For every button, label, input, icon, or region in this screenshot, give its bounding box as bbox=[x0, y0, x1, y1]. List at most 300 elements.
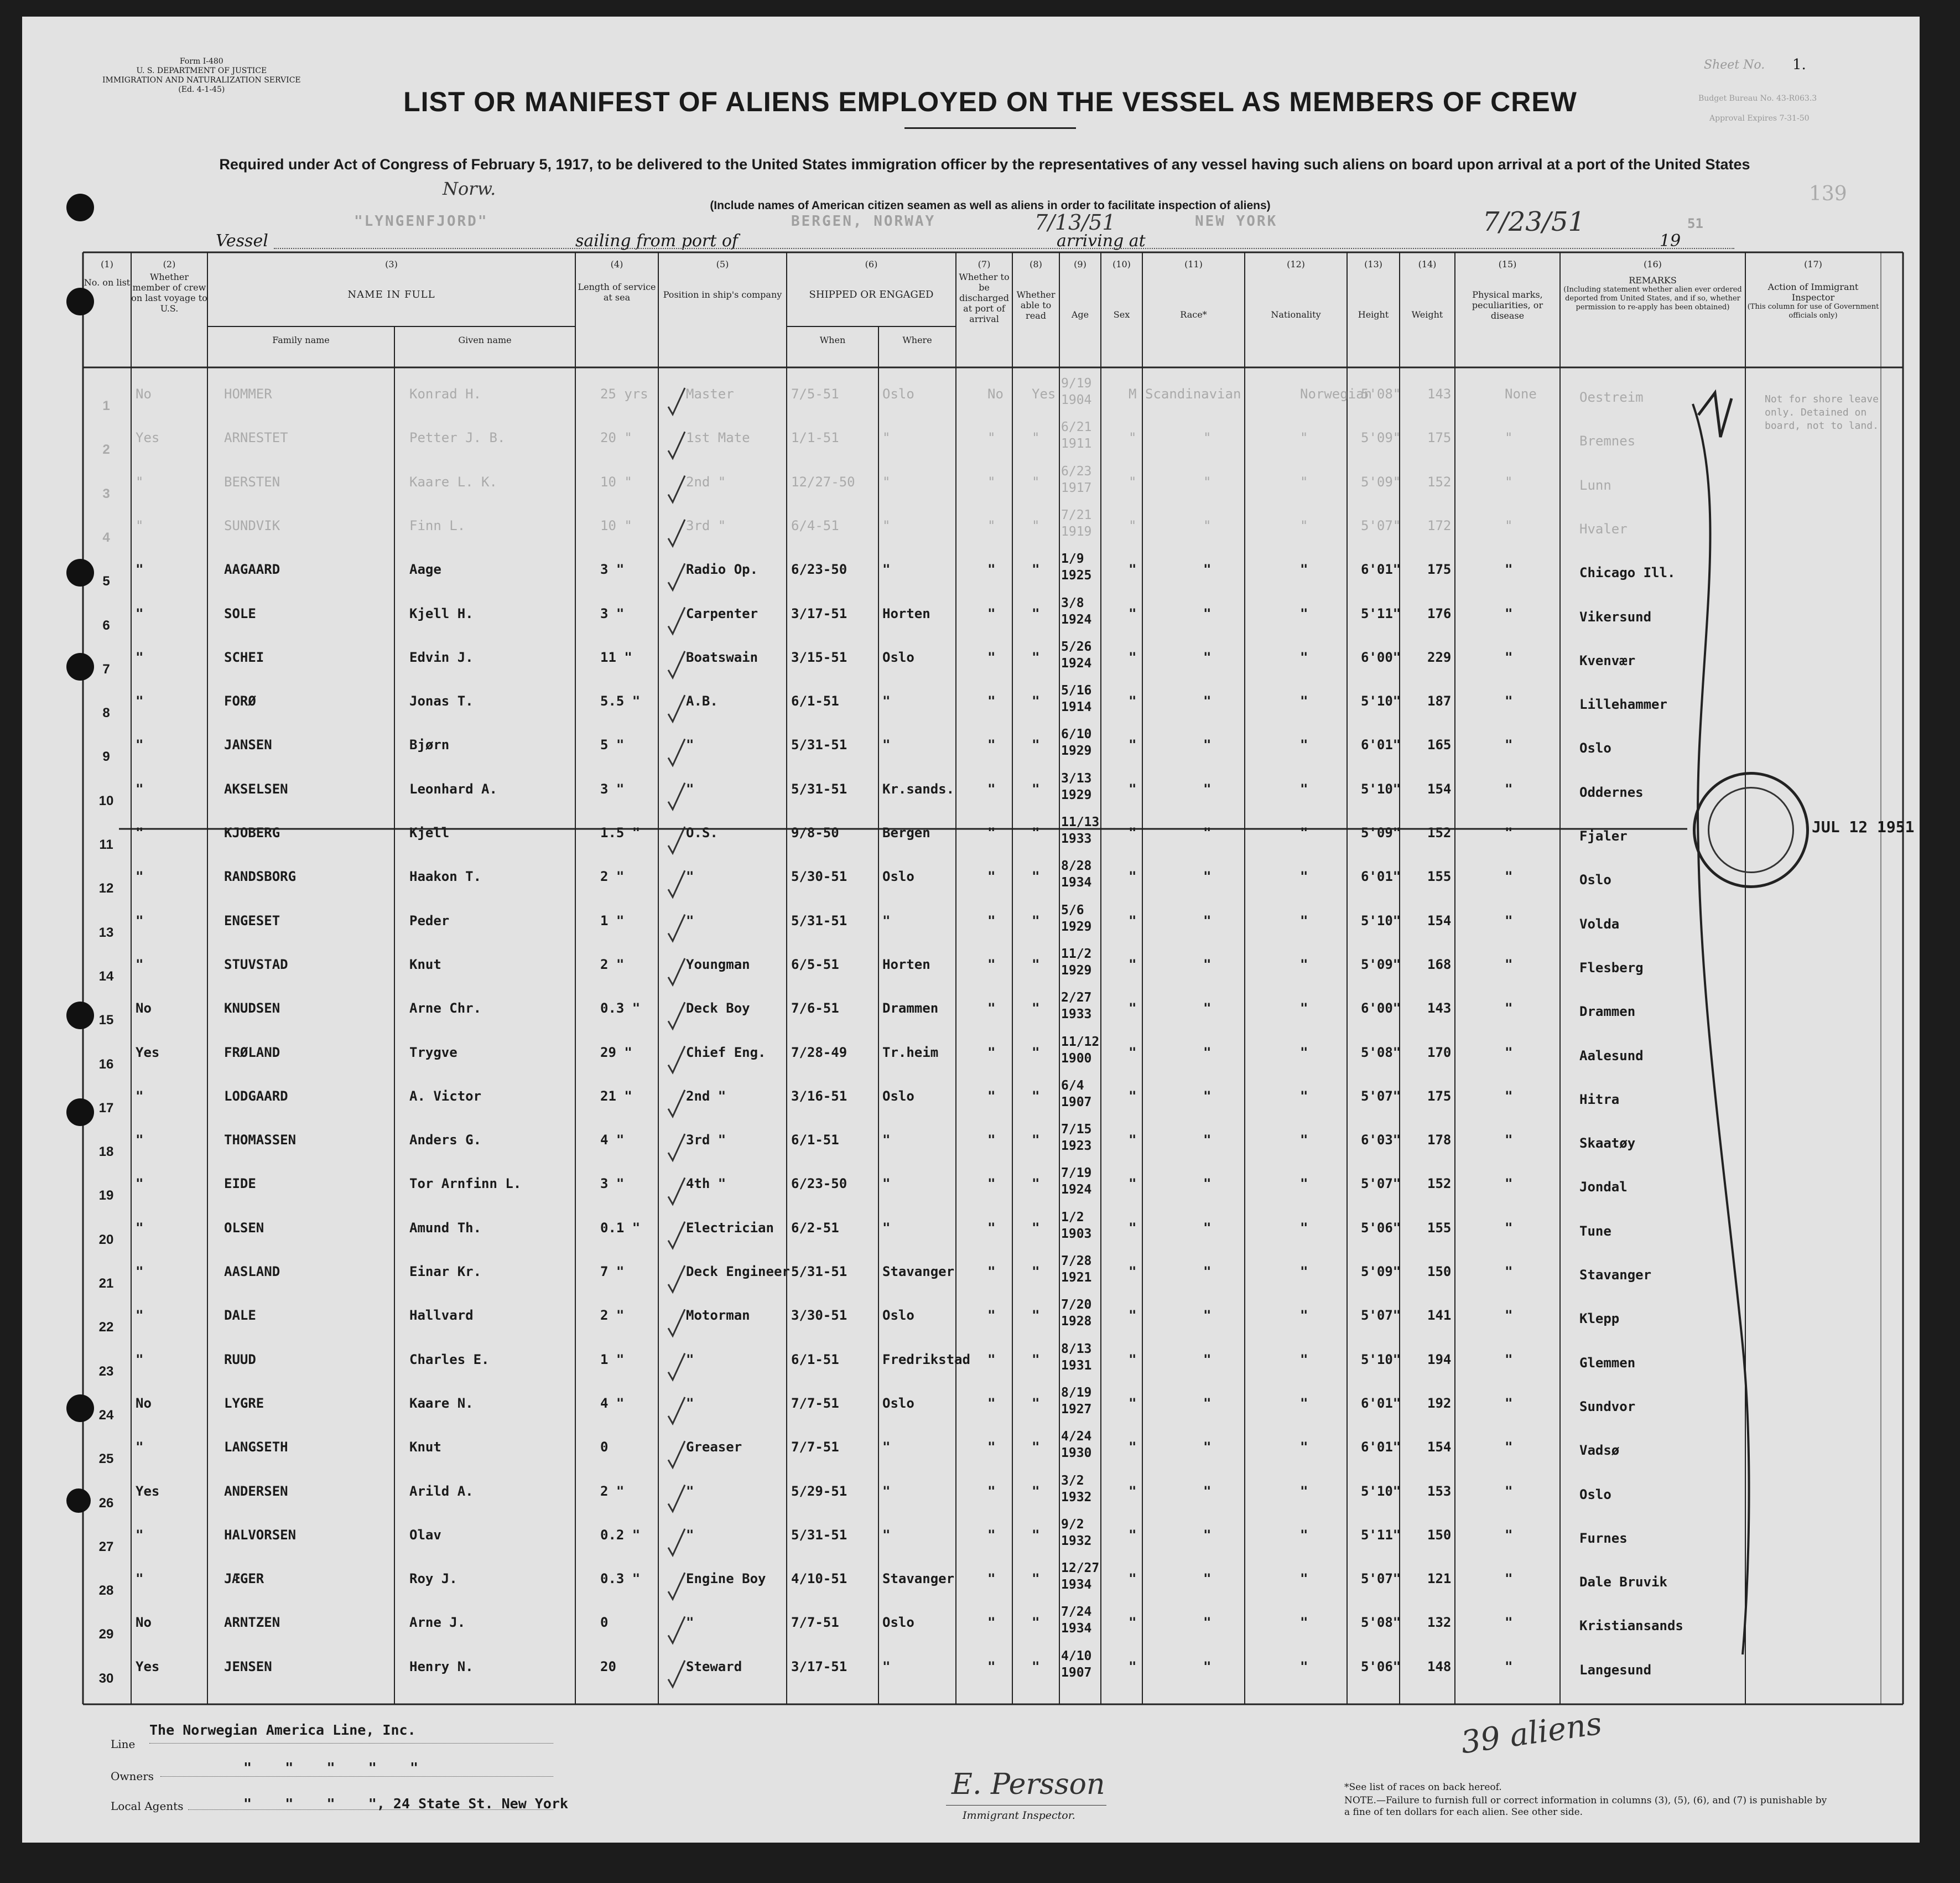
family-name: LANGSETH bbox=[224, 1439, 288, 1455]
member-last-voyage: " bbox=[136, 1439, 144, 1455]
date-of-birth: 1/2 1903 bbox=[1061, 1210, 1092, 1241]
able-to-read: " bbox=[1032, 1264, 1040, 1279]
family-name: AAGAARD bbox=[224, 562, 280, 578]
shipped-when: 1/1-51 bbox=[791, 430, 839, 446]
check-mark bbox=[668, 1046, 685, 1073]
race: " bbox=[1203, 517, 1212, 533]
row-number: 7 bbox=[102, 661, 110, 677]
nationality: " bbox=[1300, 825, 1308, 841]
form-department: U. S. DEPARTMENT OF JUSTICE bbox=[136, 66, 267, 75]
member-last-voyage: " bbox=[136, 474, 144, 490]
col-3-given-name: Given name bbox=[458, 335, 512, 345]
remarks: Skaatøy bbox=[1579, 1135, 1636, 1151]
check-mark bbox=[668, 870, 685, 897]
length-of-service: 2 " bbox=[600, 869, 625, 885]
position-in-company: 3rd " bbox=[686, 517, 726, 533]
given-name: Edvin J. bbox=[409, 649, 474, 665]
physical-marks: " bbox=[1505, 912, 1513, 928]
form-service: IMMIGRATION AND NATURALIZATION SERVICE bbox=[102, 76, 301, 85]
height: 5'07" bbox=[1361, 1088, 1401, 1104]
able-to-read: " bbox=[1032, 1220, 1040, 1236]
date-of-birth: 6/4 1907 bbox=[1061, 1078, 1092, 1109]
position-in-company: Carpenter bbox=[686, 605, 758, 621]
height: 5'08" bbox=[1361, 1044, 1401, 1060]
length-of-service: 10 " bbox=[600, 517, 632, 533]
physical-marks: " bbox=[1505, 1658, 1513, 1674]
physical-marks: " bbox=[1505, 956, 1513, 972]
row-number: 1 bbox=[102, 398, 110, 413]
to-be-discharged: " bbox=[987, 1439, 996, 1455]
able-to-read: " bbox=[1032, 562, 1040, 578]
family-name: RUUD bbox=[224, 1351, 256, 1367]
position-in-company: " bbox=[686, 869, 694, 885]
sex: " bbox=[1129, 1044, 1137, 1060]
inspector-note: Not for shore leave only. Detained on board, not to land. bbox=[1765, 393, 1879, 432]
shipped-when: 9/8-50 bbox=[791, 825, 839, 841]
punch-hole bbox=[66, 288, 94, 315]
length-of-service: 21 " bbox=[600, 1088, 632, 1104]
check-mark bbox=[668, 1177, 685, 1204]
weight: 143 bbox=[1427, 386, 1452, 402]
height: 5'11" bbox=[1361, 1527, 1401, 1543]
sex: " bbox=[1129, 605, 1137, 621]
length-of-service: 0 bbox=[600, 1439, 609, 1455]
col-9-label: Age bbox=[1071, 309, 1089, 320]
stamp-number: 139 bbox=[1809, 183, 1847, 205]
position-in-company: A.B. bbox=[686, 693, 718, 709]
member-last-voyage: " bbox=[136, 562, 144, 578]
check-mark bbox=[668, 563, 685, 590]
given-name: Amund Th. bbox=[409, 1220, 482, 1236]
shipped-when: 7/6-51 bbox=[791, 1000, 839, 1016]
shipped-where: " bbox=[882, 517, 891, 533]
race: " bbox=[1203, 562, 1212, 578]
position-in-company: Radio Op. bbox=[686, 562, 758, 578]
member-last-voyage: Yes bbox=[136, 1483, 160, 1499]
handwriting-overlay bbox=[22, 17, 1920, 1843]
to-be-discharged: " bbox=[987, 1044, 996, 1060]
weight: 121 bbox=[1427, 1571, 1452, 1587]
position-in-company: 2nd " bbox=[686, 474, 726, 490]
col-15-label: Physical marks, peculiarities, or disease bbox=[1472, 289, 1543, 321]
position-in-company: " bbox=[686, 1615, 694, 1631]
height: 6'01" bbox=[1361, 737, 1401, 753]
sailing-port: BERGEN, NORWAY bbox=[791, 213, 936, 230]
sex: " bbox=[1129, 430, 1137, 446]
row-number: 12 bbox=[98, 881, 114, 896]
family-name: SOLE bbox=[224, 605, 256, 621]
remarks: Glemmen bbox=[1579, 1355, 1636, 1371]
punch-hole bbox=[66, 1098, 94, 1126]
shipped-where: Drammen bbox=[882, 1000, 939, 1016]
nationality: " bbox=[1300, 1132, 1308, 1148]
shipped-where: Tr.heim bbox=[882, 1044, 939, 1060]
to-be-discharged: " bbox=[987, 1615, 996, 1631]
given-name: Henry N. bbox=[409, 1658, 474, 1674]
member-last-voyage: " bbox=[136, 1132, 144, 1148]
shipped-when: 5/31-51 bbox=[791, 1527, 848, 1543]
height: 5'07" bbox=[1361, 1308, 1401, 1324]
date-of-birth: 8/28 1934 bbox=[1061, 859, 1092, 890]
given-name: Einar Kr. bbox=[409, 1264, 482, 1279]
sex: " bbox=[1129, 912, 1137, 928]
physical-marks: " bbox=[1505, 869, 1513, 885]
member-last-voyage: No bbox=[136, 386, 152, 402]
race: " bbox=[1203, 1132, 1212, 1148]
date-of-birth: 5/26 1924 bbox=[1061, 639, 1092, 671]
sex: " bbox=[1129, 693, 1137, 709]
row-number: 20 bbox=[98, 1232, 114, 1247]
nationality: " bbox=[1300, 1527, 1308, 1543]
check-mark bbox=[668, 783, 685, 810]
able-to-read: " bbox=[1032, 517, 1040, 533]
height: 6'01" bbox=[1361, 562, 1401, 578]
able-to-read: Yes bbox=[1032, 386, 1056, 402]
member-last-voyage: " bbox=[136, 1351, 144, 1367]
sex: " bbox=[1129, 1308, 1137, 1324]
check-mark bbox=[668, 1529, 685, 1555]
check-mark bbox=[668, 1441, 685, 1467]
date-of-birth: 3/13 1929 bbox=[1061, 771, 1092, 802]
sex: " bbox=[1129, 1615, 1137, 1631]
height: 5'06" bbox=[1361, 1220, 1401, 1236]
physical-marks: " bbox=[1505, 517, 1513, 533]
remarks: Chicago Ill. bbox=[1579, 565, 1676, 581]
length-of-service: 1 " bbox=[600, 1351, 625, 1367]
sheet-number: 1. bbox=[1792, 56, 1806, 73]
physical-marks: " bbox=[1505, 1308, 1513, 1324]
vessel-name: "LYNGENFJORD" bbox=[354, 213, 488, 230]
shipped-when: 6/2-51 bbox=[791, 1220, 839, 1236]
remarks: Volda bbox=[1579, 916, 1620, 932]
row-number: 4 bbox=[102, 530, 110, 545]
nationality: " bbox=[1300, 1308, 1308, 1324]
check-mark bbox=[668, 915, 685, 941]
family-name: ANDERSEN bbox=[224, 1483, 288, 1499]
height: 6'01" bbox=[1361, 869, 1401, 885]
sex: " bbox=[1129, 825, 1137, 841]
race: " bbox=[1203, 1395, 1212, 1411]
date-of-birth: 11/2 1929 bbox=[1061, 946, 1092, 978]
able-to-read: " bbox=[1032, 737, 1040, 753]
to-be-discharged: " bbox=[987, 1395, 996, 1411]
check-mark bbox=[668, 1002, 685, 1029]
member-last-voyage: " bbox=[136, 737, 144, 753]
row-number: 8 bbox=[102, 706, 110, 721]
to-be-discharged: " bbox=[987, 956, 996, 972]
height: 5'09" bbox=[1361, 1264, 1401, 1279]
weight: 165 bbox=[1427, 737, 1452, 753]
family-name: AASLAND bbox=[224, 1264, 280, 1279]
race: " bbox=[1203, 1658, 1212, 1674]
physical-marks: " bbox=[1505, 1088, 1513, 1104]
row-number: 6 bbox=[102, 618, 110, 633]
date-of-birth: 4/24 1930 bbox=[1061, 1429, 1092, 1461]
weight: 148 bbox=[1427, 1658, 1452, 1674]
length-of-service: 0.3 " bbox=[600, 1571, 641, 1587]
weight: 143 bbox=[1427, 1000, 1452, 1016]
race: " bbox=[1203, 1220, 1212, 1236]
weight: 187 bbox=[1427, 693, 1452, 709]
family-name: JENSEN bbox=[224, 1658, 272, 1674]
able-to-read: " bbox=[1032, 869, 1040, 885]
to-be-discharged: " bbox=[987, 693, 996, 709]
col-17-note: (This column for use of Government officials only) bbox=[1747, 303, 1879, 320]
position-in-company: Deck Boy bbox=[686, 1000, 750, 1016]
position-in-company: Chief Eng. bbox=[686, 1044, 766, 1060]
given-name: Trygve bbox=[409, 1044, 457, 1060]
member-last-voyage: Yes bbox=[136, 1044, 160, 1060]
length-of-service: 0.3 " bbox=[600, 1000, 641, 1016]
arriving-port: NEW YORK bbox=[1195, 213, 1278, 230]
remarks: Oddernes bbox=[1579, 784, 1644, 800]
check-mark bbox=[668, 1397, 685, 1424]
weight: 150 bbox=[1427, 1527, 1452, 1543]
remarks: Stavanger bbox=[1579, 1267, 1652, 1283]
member-last-voyage: " bbox=[136, 693, 144, 709]
race: " bbox=[1203, 1483, 1212, 1499]
family-name: ARNTZEN bbox=[224, 1615, 280, 1631]
position-in-company: O.S. bbox=[686, 825, 718, 841]
punch-hole bbox=[66, 653, 94, 681]
shipped-where: Oslo bbox=[882, 1088, 914, 1104]
given-name: Kjell H. bbox=[409, 605, 474, 621]
nationality: " bbox=[1300, 430, 1308, 446]
length-of-service: 20 bbox=[600, 1658, 616, 1674]
remarks: Lillehammer bbox=[1579, 697, 1667, 713]
remarks: Kvenvær bbox=[1579, 652, 1636, 668]
height: 5'09" bbox=[1361, 825, 1401, 841]
to-be-discharged: " bbox=[987, 1176, 996, 1192]
member-last-voyage: " bbox=[136, 1571, 144, 1587]
date-of-birth: 2/27 1933 bbox=[1061, 990, 1092, 1022]
shipped-where: Oslo bbox=[882, 1395, 914, 1411]
able-to-read: " bbox=[1032, 1000, 1040, 1016]
row-number: 25 bbox=[98, 1451, 114, 1467]
remarks: Fjaler bbox=[1579, 828, 1628, 844]
remarks: Klepp bbox=[1579, 1311, 1620, 1327]
date-of-birth: 5/16 1914 bbox=[1061, 683, 1092, 715]
col-13-num: (13) bbox=[1364, 259, 1382, 269]
given-name: Arild A. bbox=[409, 1483, 474, 1499]
height: 6'00" bbox=[1361, 649, 1401, 665]
remarks: Sundvor bbox=[1579, 1398, 1636, 1414]
position-in-company: " bbox=[686, 781, 694, 797]
able-to-read: " bbox=[1032, 1483, 1040, 1499]
shipped-when: 5/31-51 bbox=[791, 912, 848, 928]
arriving-label: arriving at bbox=[1057, 231, 1146, 251]
weight: 155 bbox=[1427, 1220, 1452, 1236]
length-of-service: 2 " bbox=[600, 1483, 625, 1499]
race: " bbox=[1203, 1088, 1212, 1104]
nationality: " bbox=[1300, 869, 1308, 885]
able-to-read: " bbox=[1032, 1088, 1040, 1104]
row-number: 10 bbox=[98, 793, 114, 808]
agents-underline bbox=[188, 1809, 553, 1810]
race: " bbox=[1203, 474, 1212, 490]
page-subnote: (Include names of American citizen seamen as well as aliens in order to facilitate inspection of aliens) bbox=[710, 199, 1271, 212]
owners-value: " " " " " bbox=[243, 1760, 419, 1776]
col-15-num: (15) bbox=[1498, 259, 1517, 269]
family-name: STUVSTAD bbox=[224, 956, 288, 972]
physical-marks: " bbox=[1505, 1220, 1513, 1236]
member-last-voyage: No bbox=[136, 1395, 152, 1411]
family-name: EIDE bbox=[224, 1176, 256, 1192]
punch-hole bbox=[66, 194, 94, 221]
physical-marks: " bbox=[1505, 693, 1513, 709]
shipped-where: Oslo bbox=[882, 869, 914, 885]
physical-marks: " bbox=[1505, 1044, 1513, 1060]
date-of-birth: 7/15 1923 bbox=[1061, 1122, 1092, 1154]
member-last-voyage: " bbox=[136, 1176, 144, 1192]
member-last-voyage: " bbox=[136, 517, 144, 533]
race: " bbox=[1203, 781, 1212, 797]
sex: " bbox=[1129, 737, 1137, 753]
to-be-discharged: " bbox=[987, 1000, 996, 1016]
able-to-read: " bbox=[1032, 649, 1040, 665]
height: 5'10" bbox=[1361, 693, 1401, 709]
col-6-where: Where bbox=[902, 335, 932, 345]
row-number: 15 bbox=[98, 1013, 114, 1028]
race: " bbox=[1203, 737, 1212, 753]
given-name: Haakon T. bbox=[409, 869, 482, 885]
race: " bbox=[1203, 1571, 1212, 1587]
weight: 152 bbox=[1427, 825, 1452, 841]
check-mark bbox=[668, 1134, 685, 1160]
physical-marks: " bbox=[1505, 1351, 1513, 1367]
race: " bbox=[1203, 956, 1212, 972]
weight: 175 bbox=[1427, 562, 1452, 578]
to-be-discharged: " bbox=[987, 474, 996, 490]
nationality: " bbox=[1300, 1088, 1308, 1104]
given-name: Kaare L. K. bbox=[409, 474, 497, 490]
check-mark bbox=[668, 520, 685, 546]
height: 5'10" bbox=[1361, 1483, 1401, 1499]
col-1-label: No. on list bbox=[84, 277, 131, 288]
aliens-count: 39 aliens bbox=[1458, 1705, 1604, 1761]
row-number: 13 bbox=[98, 925, 114, 940]
owners-underline bbox=[160, 1776, 553, 1777]
member-last-voyage: " bbox=[136, 605, 144, 621]
member-last-voyage: Yes bbox=[136, 1658, 160, 1674]
remarks: Vadsø bbox=[1579, 1443, 1620, 1459]
height: 5'10" bbox=[1361, 781, 1401, 797]
weight: 170 bbox=[1427, 1044, 1452, 1060]
remarks: Lunn bbox=[1579, 477, 1611, 493]
shipped-when: 12/27-50 bbox=[791, 474, 855, 490]
able-to-read: " bbox=[1032, 605, 1040, 621]
vessel-flag: Norw. bbox=[443, 178, 496, 199]
shipped-where: " bbox=[882, 562, 891, 578]
sex: " bbox=[1129, 649, 1137, 665]
check-mark bbox=[668, 1573, 685, 1599]
family-name: FRØLAND bbox=[224, 1044, 280, 1060]
col-12-num: (12) bbox=[1287, 259, 1305, 269]
family-name: HOMMER bbox=[224, 386, 272, 402]
agents-label: Local Agents bbox=[111, 1799, 184, 1813]
physical-marks: " bbox=[1505, 1264, 1513, 1279]
col-16-note: (Including statement whether alien ever ordered deported from United States, and if so, whether permission to re-apply has been obtained) bbox=[1563, 286, 1742, 312]
date-of-birth: 5/6 1929 bbox=[1061, 902, 1092, 934]
able-to-read: " bbox=[1032, 1571, 1040, 1587]
nationality: " bbox=[1300, 781, 1308, 797]
race: " bbox=[1203, 1176, 1212, 1192]
shipped-when: 3/16-51 bbox=[791, 1088, 848, 1104]
to-be-discharged: " bbox=[987, 1220, 996, 1236]
family-name: RANDSBORG bbox=[224, 869, 297, 885]
nationality: " bbox=[1300, 737, 1308, 753]
length-of-service: 0 bbox=[600, 1615, 609, 1631]
height: 5'07" bbox=[1361, 1571, 1401, 1587]
given-name: Petter J. B. bbox=[409, 430, 506, 446]
date-of-birth: 7/28 1921 bbox=[1061, 1254, 1092, 1285]
weight: 175 bbox=[1427, 430, 1452, 446]
row-number: 27 bbox=[98, 1539, 114, 1554]
agents-value: " " " ", 24 State St. New York bbox=[243, 1796, 568, 1812]
col-9-num: (9) bbox=[1074, 259, 1086, 269]
member-last-voyage: " bbox=[136, 912, 144, 928]
able-to-read: " bbox=[1032, 1395, 1040, 1411]
physical-marks: " bbox=[1505, 474, 1513, 490]
punch-hole bbox=[66, 1488, 91, 1513]
length-of-service: 4 " bbox=[600, 1395, 625, 1411]
stamp-inner-ring bbox=[1708, 787, 1794, 873]
physical-marks: " bbox=[1505, 737, 1513, 753]
remarks: Oslo bbox=[1579, 872, 1611, 888]
weight: 153 bbox=[1427, 1483, 1452, 1499]
member-last-voyage: " bbox=[136, 781, 144, 797]
shipped-where: Bergen bbox=[882, 825, 930, 841]
length-of-service: 25 yrs bbox=[600, 386, 648, 402]
row-number: 28 bbox=[98, 1583, 114, 1599]
given-name: Kaare N. bbox=[409, 1395, 474, 1411]
col-16-label: REMARKS bbox=[1629, 275, 1677, 286]
shipped-where: " bbox=[882, 430, 891, 446]
sex: " bbox=[1129, 1658, 1137, 1674]
able-to-read: " bbox=[1032, 1308, 1040, 1324]
date-of-birth: 3/2 1932 bbox=[1061, 1473, 1092, 1505]
check-mark bbox=[668, 958, 685, 985]
height: 6'01" bbox=[1361, 1395, 1401, 1411]
remarks: Hitra bbox=[1579, 1091, 1620, 1107]
row-number: 5 bbox=[102, 574, 110, 589]
height: 5'09" bbox=[1361, 956, 1401, 972]
remarks: Oslo bbox=[1579, 1486, 1611, 1502]
row-number: 19 bbox=[98, 1188, 114, 1204]
row-number: 21 bbox=[98, 1276, 114, 1291]
length-of-service: 11 " bbox=[600, 649, 632, 665]
race: " bbox=[1203, 649, 1212, 665]
family-name: KJOBERG bbox=[224, 825, 280, 841]
nationality: " bbox=[1300, 562, 1308, 578]
physical-marks: " bbox=[1505, 1000, 1513, 1016]
position-in-company: Greaser bbox=[686, 1439, 742, 1455]
physical-marks: " bbox=[1505, 1483, 1513, 1499]
row-number: 9 bbox=[102, 749, 110, 765]
length-of-service: 3 " bbox=[600, 562, 625, 578]
given-name: Jonas T. bbox=[409, 693, 474, 709]
given-name: Arne J. bbox=[409, 1615, 466, 1631]
shipped-when: 6/5-51 bbox=[791, 956, 839, 972]
shipped-when: 3/30-51 bbox=[791, 1308, 848, 1324]
family-name: LODGAARD bbox=[224, 1088, 288, 1104]
physical-marks: " bbox=[1505, 825, 1513, 841]
shipped-when: 7/5-51 bbox=[791, 386, 839, 402]
race: " bbox=[1203, 1308, 1212, 1324]
shipped-where: " bbox=[882, 1176, 891, 1192]
race: " bbox=[1203, 1351, 1212, 1367]
date-of-birth: 11/13 1933 bbox=[1061, 815, 1100, 846]
